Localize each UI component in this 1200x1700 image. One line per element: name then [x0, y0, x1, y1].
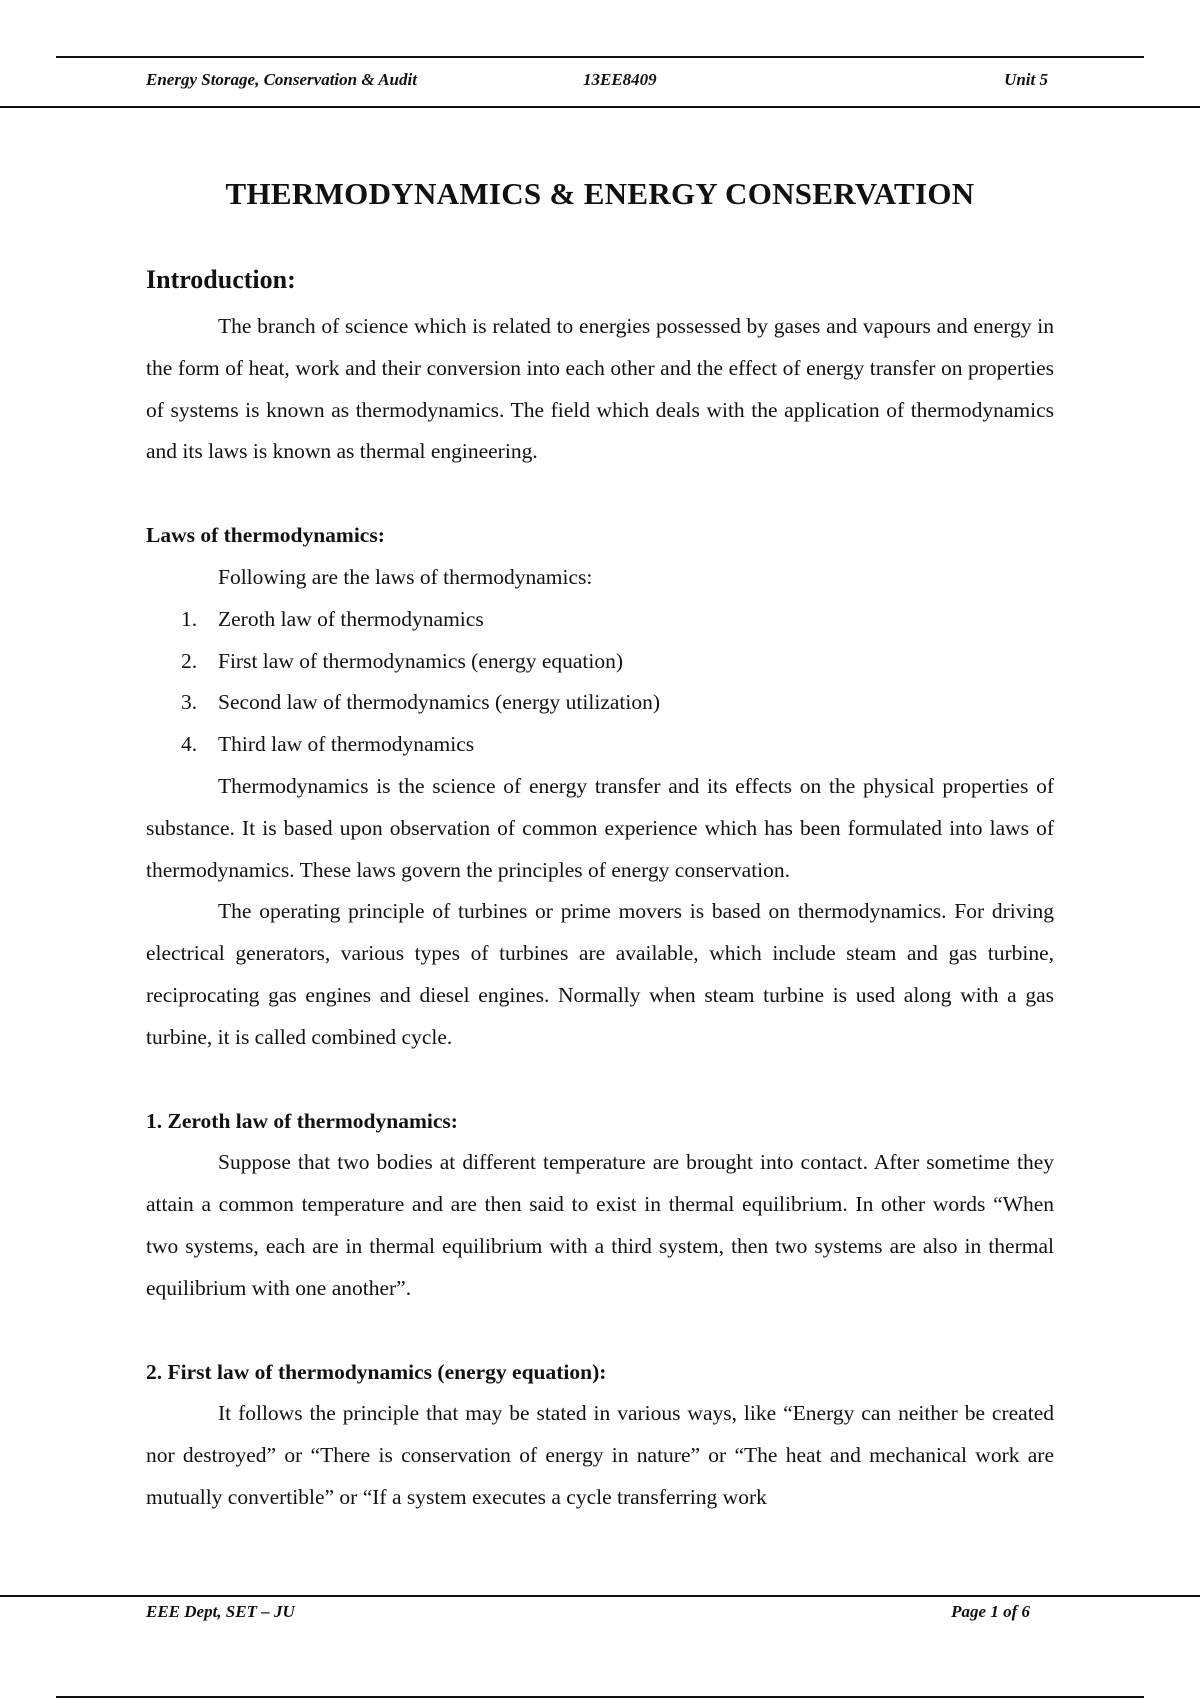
first-law-heading: 2. First law of thermodynamics (energy equation): [146, 1359, 607, 1384]
list-item-text: Third law of thermodynamics [218, 732, 475, 757]
footer-top-rule [0, 1595, 1200, 1597]
page-content [146, 174, 1054, 1519]
zeroth-law-paragraph: Suppose that two bodies at different temperature are brought into contact. After sometime they attain a common temperature and are then said to exist in thermal equilibrium. In other words “When two systems, each are in thermal equilibrium with a third system, then two systems are also in thermal equilibrium with one another”. [146, 1150, 1054, 1300]
list-item [146, 682, 1054, 724]
first-law-paragraph: It follows the principle that may be stated in various ways, like “Energy can neither be created nor destroyed” or “There is conservation of energy in nature” or “The heat and mechanical work are mutually convertible” or “If a system executes a cycle transferring work [146, 1401, 1054, 1509]
footer-department: EEE Dept, SET – JU [146, 1602, 295, 1621]
header-course-title: Energy Storage, Conservation & Audit [146, 70, 417, 89]
laws-heading: Laws of thermodynamics: [146, 523, 385, 548]
list-item-text: Second law of thermodynamics (energy utilization) [218, 690, 661, 715]
footer-bottom-rule [56, 1696, 1144, 1698]
list-item-number: 3. [181, 690, 198, 715]
list-item-text: Zeroth law of thermodynamics [218, 606, 484, 631]
list-item [146, 724, 1054, 766]
laws-paragraph-1: Thermodynamics is the science of energy transfer and its effects on the physical properties of substance. It is based upon observation of common experience which has been formulated into laws of thermodynamics. These laws govern the principles of energy conservation. [146, 773, 1054, 882]
header-unit: Unit 5 [1004, 70, 1048, 89]
list-item-number: 1. [181, 606, 198, 631]
header-bottom-rule [0, 106, 1200, 108]
list-item-number: 4. [181, 732, 198, 757]
intro-heading: Introduction: [146, 265, 296, 294]
laws-paragraph-2: The operating principle of turbines or prime movers is based on thermodynamics. For driving electrical generators, various types of turbines are available, which include steam and gas turbine, reciprocating gas engines and diesel engines. Normally when steam turbine is used along with a gas turbine, it is called combined cycle. [146, 899, 1054, 1049]
list-item-text: First law of thermodynamics (energy equation) [218, 648, 624, 673]
header-course-code: 13EE8409 [583, 70, 657, 89]
laws-lead: Following are the laws of thermodynamics: [218, 564, 593, 589]
list-item-number: 2. [181, 648, 198, 673]
list-item [146, 641, 1054, 683]
header-top-rule [56, 56, 1144, 58]
document-title: THERMODYNAMICS & ENERGY CONSERVATION [225, 176, 975, 211]
laws-list [146, 599, 1054, 766]
footer-page-number: Page 1 of 6 [951, 1602, 1030, 1621]
zeroth-law-heading: 1. Zeroth law of thermodynamics: [146, 1108, 458, 1133]
intro-paragraph: The branch of science which is related to energies possessed by gases and vapours and energy in the form of heat, work and their conversion into each other and the effect of energy transfer on properties of systems is known as thermodynamics. The field which deals with the application of thermodynamics and its laws is known as thermal engineering. [146, 314, 1054, 464]
list-item [146, 599, 1054, 641]
